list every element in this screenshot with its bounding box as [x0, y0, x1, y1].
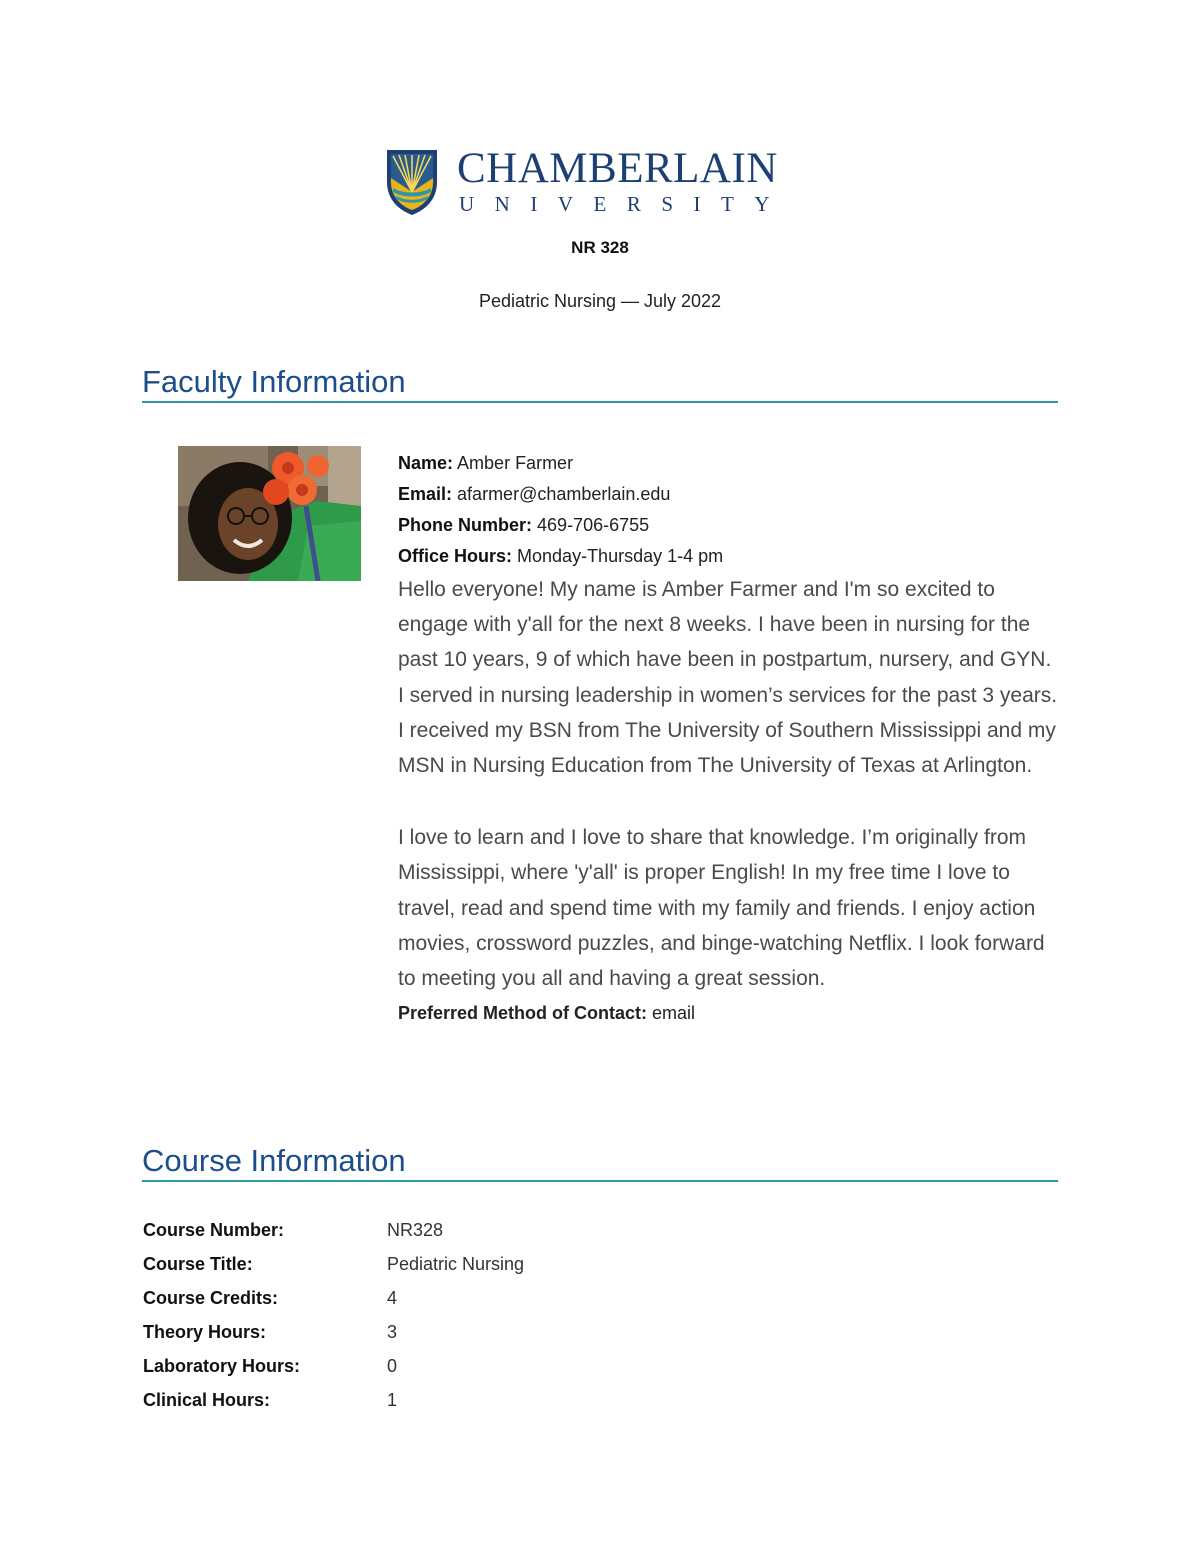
theory-hours-label: Theory Hours: [143, 1321, 267, 1342]
faculty-phone [398, 510, 1068, 541]
course-code-title: NR 328 [571, 238, 629, 257]
course-number-row [143, 1213, 524, 1247]
course-info-table [143, 1213, 524, 1417]
course-title-row [143, 1247, 524, 1281]
faculty-information-heading: Faculty Information [142, 364, 406, 399]
email-label: Email: [398, 484, 453, 504]
preferred-contact-label: Preferred Method of Contact: [398, 1003, 648, 1024]
faculty-name [398, 448, 1068, 479]
faculty-portrait-image [178, 446, 361, 581]
course-number-value: NR328 [387, 1219, 444, 1240]
phone-label: Phone Number: [398, 515, 533, 535]
logo-wordmark-top: CHAMBERLAIN [457, 145, 778, 192]
course-number-label: Course Number: [143, 1219, 285, 1240]
name-value: Amber Farmer [457, 453, 574, 473]
email-value[interactable]: afarmer@chamberlain.edu [457, 484, 671, 504]
preferred-contact-value: email [652, 1003, 696, 1024]
preferred-contact [398, 998, 1068, 1028]
faculty-office-hours [398, 541, 1068, 572]
bio-paragraph-1: Hello everyone! My name is Amber Farmer and I'm so excited to engage with y'all for the next 8 weeks. I have been in nursing for the past 10 years, 9 of which have been in postpartum, nursery, and GYN. I served in nursing leadership in women’s services for the past 3 years. I received my BSN from The University of Southern Mississippi and my MSN in Nursing Education from The University of Texas at Arlington. [398, 578, 1058, 778]
laboratory-hours-row [143, 1349, 524, 1383]
office-hours-label: Office Hours: [398, 546, 513, 566]
theory-hours-row [143, 1315, 524, 1349]
clinical-hours-value: 1 [387, 1389, 398, 1410]
course-information-heading: Course Information [142, 1143, 406, 1178]
name-label: Name: [398, 453, 454, 473]
faculty-photo [178, 446, 361, 581]
logo-wordmark-bottom: UNIVERSITY [459, 192, 790, 216]
university-logo [385, 145, 825, 218]
section-divider [142, 401, 1058, 403]
course-credits-value: 4 [387, 1287, 398, 1308]
course-subtitle: Pediatric Nursing — July 2022 [478, 291, 722, 311]
phone-value: 469-706-6755 [537, 515, 650, 535]
laboratory-hours-value: 0 [387, 1355, 398, 1376]
section-divider [142, 1180, 1058, 1182]
faculty-details [398, 448, 1068, 1028]
clinical-hours-row [143, 1383, 524, 1417]
clinical-hours-label: Clinical Hours: [143, 1389, 271, 1410]
bio-paragraph-2: I love to learn and I love to share that knowledge. I’m originally from Mississippi, where 'y'all' is proper English! In my free time I love to travel, read and spend time with my family and friends. I enjoy action movies, crossword puzzles, and binge-watching Netflix. I look forward to meeting you all and having a great session. [398, 826, 1045, 991]
course-credits-row [143, 1281, 524, 1315]
faculty-email [398, 479, 1068, 510]
laboratory-hours-label: Laboratory Hours: [143, 1355, 301, 1376]
office-hours-value: Monday-Thursday 1-4 pm [517, 546, 724, 566]
course-title-label: Course Title: [143, 1253, 253, 1274]
shield-icon [385, 148, 439, 216]
theory-hours-value: 3 [387, 1321, 398, 1342]
course-credits-label: Course Credits: [143, 1287, 279, 1308]
course-title-value: Pediatric Nursing [387, 1253, 525, 1274]
